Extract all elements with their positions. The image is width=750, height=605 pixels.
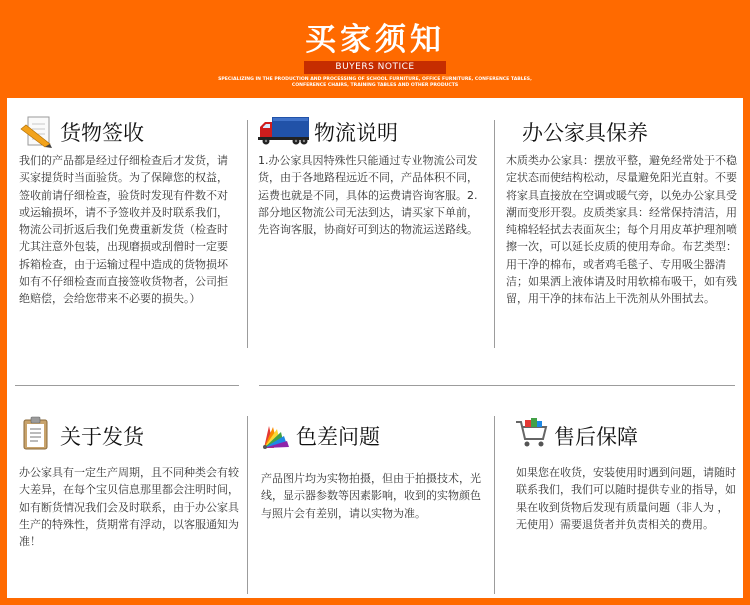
after-sales-title: 售后保障: [554, 425, 638, 449]
header-description-line2: CONFERENCE CHAIRS, TRAINING TABLES AND OTHER PRODUCTS: [291, 83, 459, 88]
section-goods-signing: [19, 114, 241, 354]
color-difference-text: 产品图片均为实物拍摄，但由于拍摄技术，光线，显示器参数等因素影响，收到的实物颜色与照片会有差别，请以实物为准。: [261, 472, 481, 520]
furniture-care-text: 木质类办公家具：摆放平整，避免经常处于不稳定状态而使结构松动，尽量避免阳光直射。不要将家具直接放在空调或暖气旁，以免办公家具受潮而变形开裂。皮质类家具：经常保持清洁，用纯棉轻轻拭去表面灰尘；每个月用皮革护理剂喷擦一次，可以延长皮质的使用寿命。布艺类型：用干净的棉布，或者鸡毛毯子、专用吸尘器清洁；如果洒上液体请及时用软棉布吸干，如有残留，用干净的抹布沾上干洗剂从外围拭去。: [506, 154, 737, 306]
furniture-care-title: 办公家具保养: [522, 121, 648, 145]
divider-vertical-bottom-1: [247, 416, 248, 594]
section-logistics: [258, 114, 488, 354]
section-shipping: [19, 416, 241, 596]
logistics-text: 1.办公家具因特殊性只能通过专业物流公司发货，由于各地路程远近不同，产品体积不同，运费也就是不同，具体的运费请咨询客服。2.部分地区物流公司无法到达，请买家下单前，先咨询客服，协商好可到达的物流运送路线。: [258, 154, 478, 237]
goods-signing-text: 我们的产品都是经过仔细检查后才发货，请买家提货时当面验货。为了保障您的权益，签收前请仔细检查，验货时发现有件数不对或运输损坏，请不予签收并及时联系我们，物流公司折返后我们免费重新发货（检查时尤其注意外包装，出现磨损或刮僧时一定要拆箱检查，由于运输过程中造成的货物损坏如有不仔细检查而直接签收货物者，公司拒绝赔偿，会给您带来不必要的损失。）: [19, 154, 228, 306]
content-panel: [7, 98, 743, 598]
header-description-line1: SPECIALIZING IN THE PRODUCTION AND PROCESSING OF SCHOOL FURNITURE, OFFICE FURNITURE, CONFERENCE TABLES,: [218, 77, 532, 82]
header-description: [0, 77, 750, 89]
color-difference-title: 色差问题: [296, 425, 380, 449]
page-title: 买家须知: [305, 22, 445, 58]
divider-horizontal-right: [259, 385, 735, 386]
pencil-document-icon: [19, 114, 61, 148]
divider-vertical-top-1: [247, 120, 248, 348]
shopping-cart-icon: [514, 418, 550, 450]
divider-horizontal-left: [15, 385, 239, 386]
shipping-title: 关于发货: [60, 425, 144, 449]
truck-icon: [258, 116, 310, 146]
logistics-title: 物流说明: [314, 121, 398, 145]
header-banner: [0, 0, 750, 97]
section-after-sales: [506, 416, 738, 596]
divider-vertical-top-2: [494, 120, 495, 348]
color-palette-icon: [260, 418, 292, 450]
section-furniture-care: [506, 114, 738, 354]
clipboard-icon: [22, 416, 50, 450]
after-sales-text: 如果您在收货，安装使用时遇到问题，请随时联系我们，我们可以随时提供专业的指导，如果在收到货物后发现有质量问题（非人为 ，无使用）需要退货者并负责相关的费用。: [516, 466, 736, 531]
divider-vertical-bottom-2: [494, 416, 495, 594]
section-color-difference: [257, 416, 489, 596]
shipping-text: 办公家具有一定生产周期，且不同种类会有较大差异，在每个宝贝信息那里都会注明时间，如有断货情况我们会及时联系，由于办公家具生产的特殊性，货期常有浮动，以客服通知为准！: [19, 466, 239, 549]
notice-badge: BUYERS NOTICE: [304, 61, 446, 74]
goods-signing-title: 货物签收: [60, 121, 144, 145]
